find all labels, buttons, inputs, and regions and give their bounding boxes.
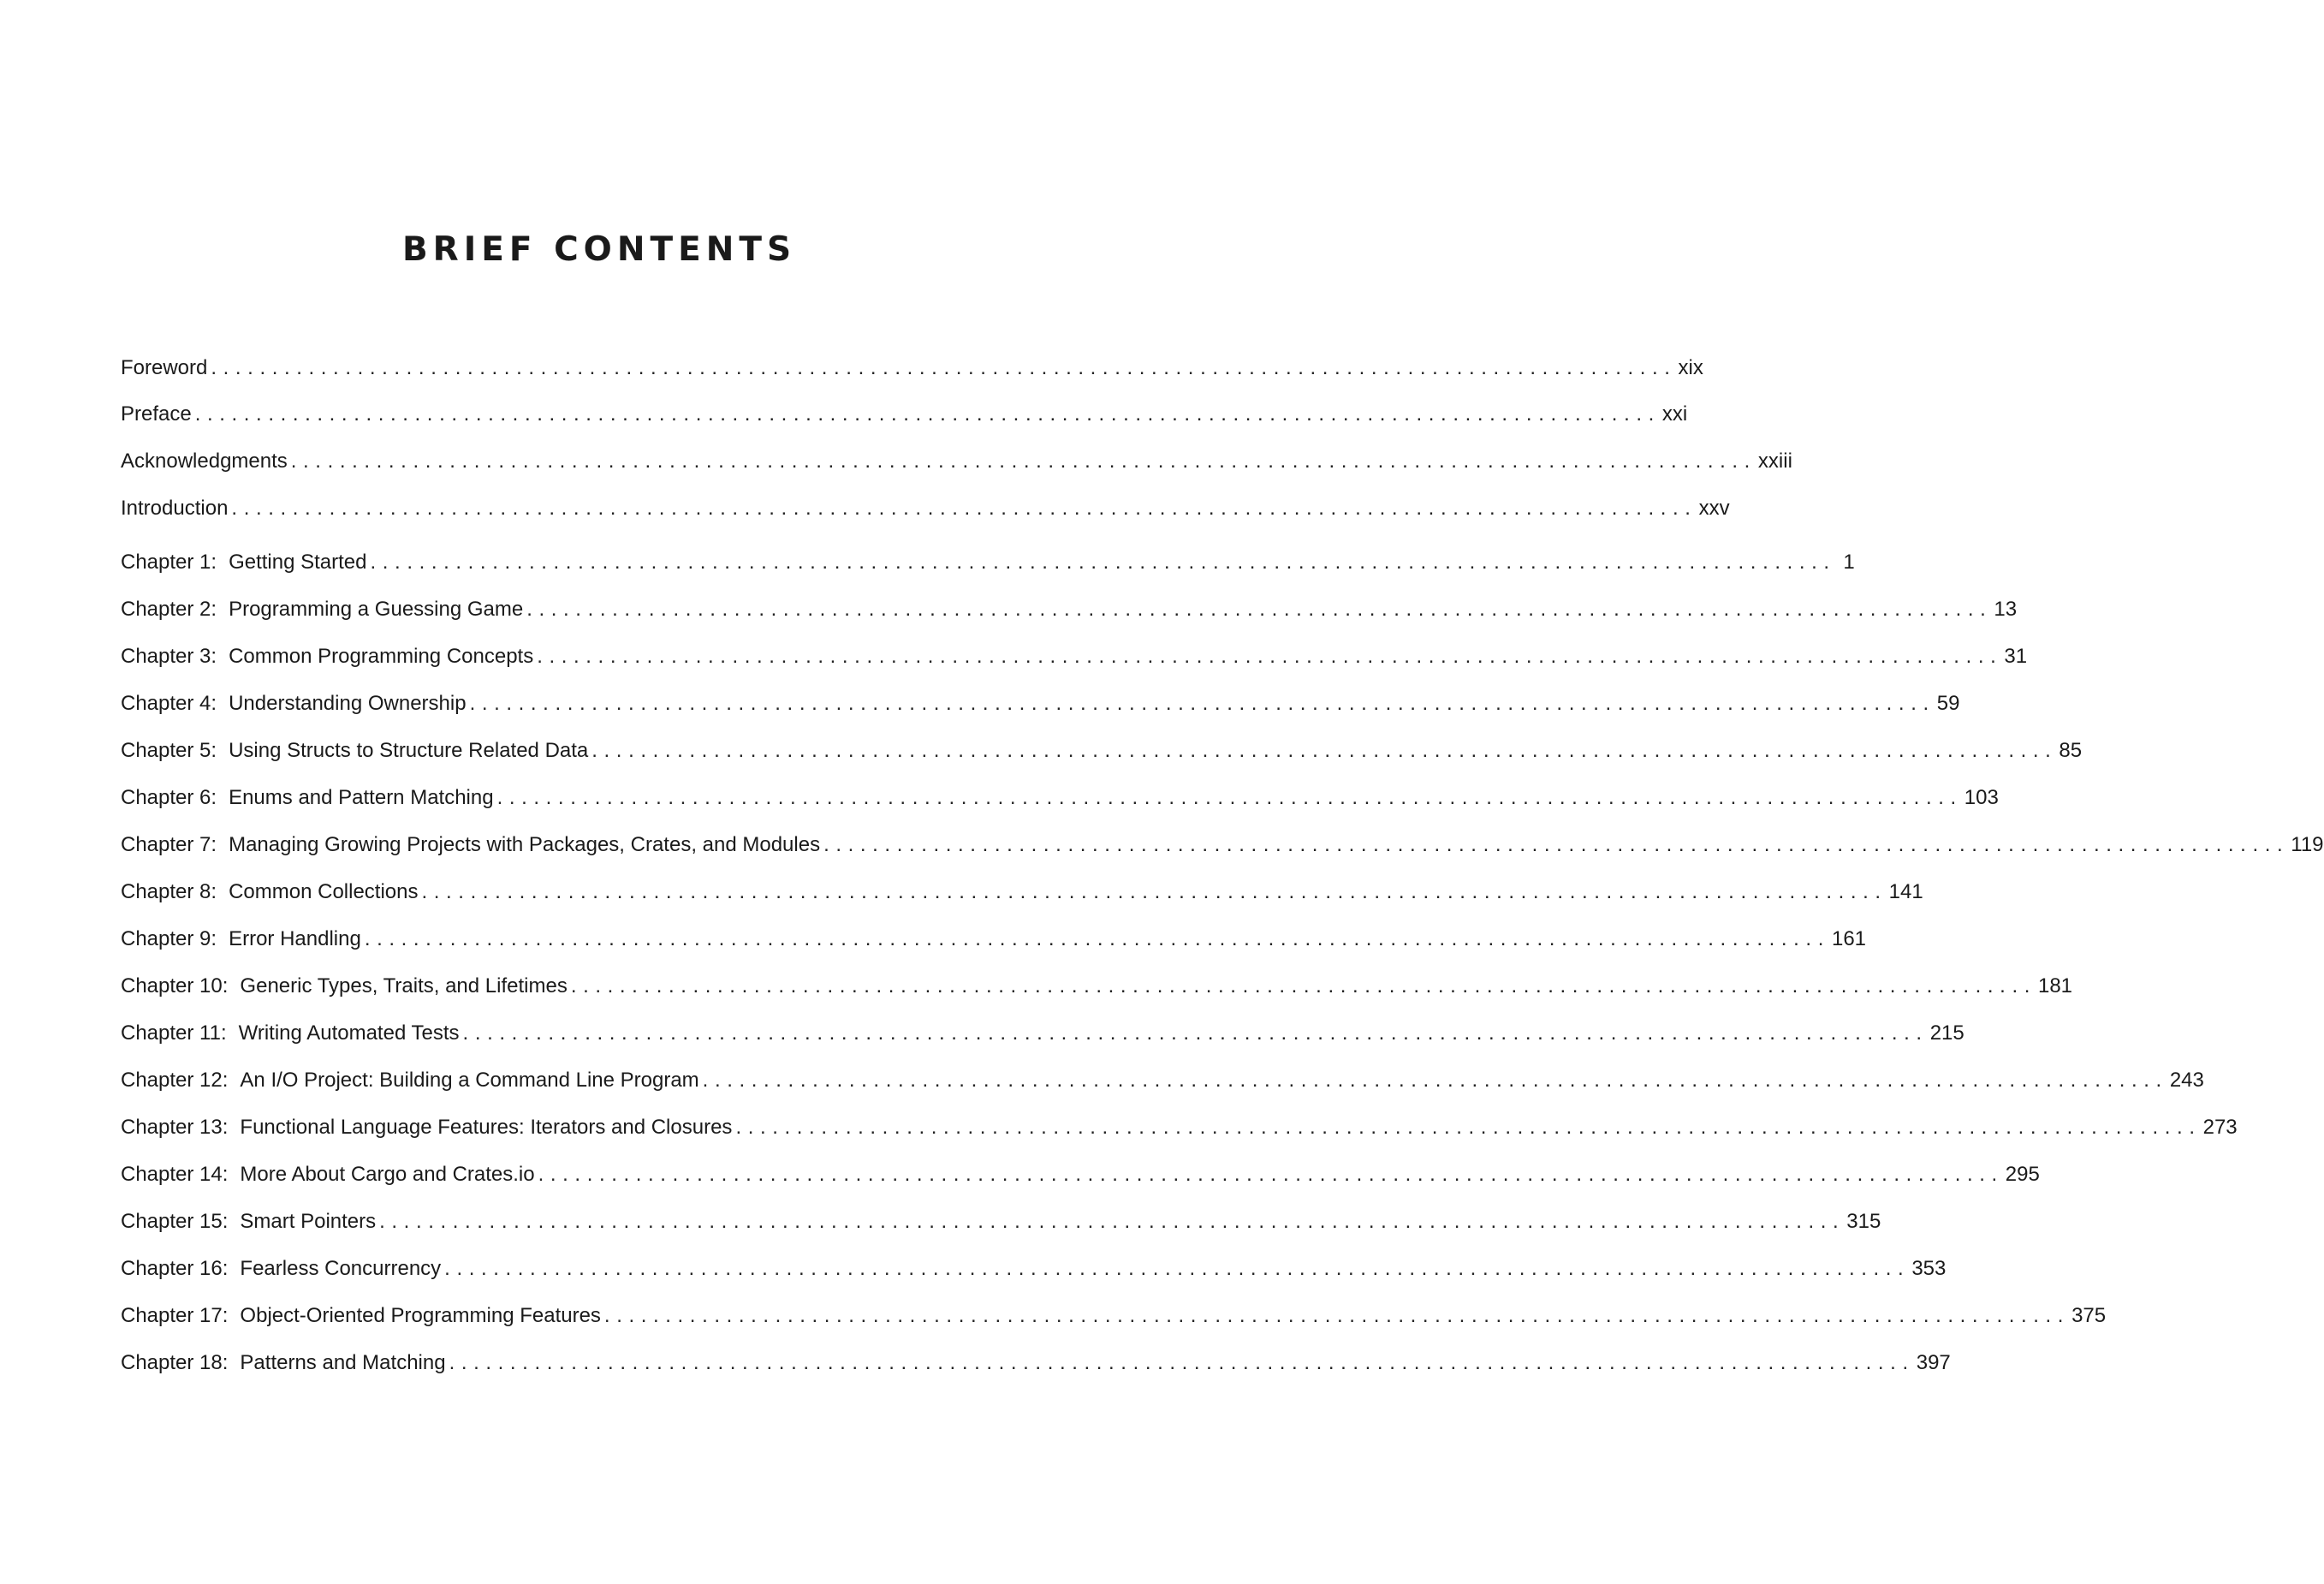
chapter-title: Error Handling	[229, 927, 361, 950]
toc-entry-chapter-8[interactable]	[121, 878, 1923, 907]
toc-entry-chapter-10[interactable]	[121, 972, 2073, 1001]
toc-entry-introduction[interactable]	[121, 494, 1730, 523]
chapter-number: Chapter 3:	[121, 645, 217, 668]
chapter-title: Writing Automated Tests	[238, 1021, 460, 1045]
chapter-number: Chapter 9:	[121, 927, 217, 950]
chapter-title: Functional Language Features: Iterators and Closures	[240, 1116, 733, 1139]
page-title: BRIEF CONTENTS	[401, 230, 797, 269]
dot-leader: ........................................................................................................................	[379, 1210, 1846, 1233]
chapter-title: Programming a Guessing Game	[229, 598, 524, 621]
toc-page-number: 397	[1916, 1351, 1951, 1374]
toc-page-number: 243	[2169, 1069, 2204, 1092]
toc-page-number: 31	[2004, 645, 2028, 668]
toc-entry-chapter-18[interactable]	[121, 1349, 1951, 1378]
toc-entry-label	[121, 1019, 460, 1048]
dot-leader: ........................................................................................................................	[211, 356, 1677, 379]
dot-leader: ........................................................................................................................	[449, 1351, 1915, 1374]
toc-entry-preface[interactable]	[121, 400, 1688, 429]
chapter-title: An I/O Project: Building a Command Line Program	[240, 1069, 699, 1092]
toc-entry-chapter-1[interactable]	[121, 548, 1855, 577]
chapter-title: Common Collections	[229, 880, 419, 903]
dot-leader: ........................................................................................................................	[444, 1257, 1911, 1280]
toc-page-number: xxiii	[1757, 450, 1792, 473]
chapter-title: Object-Oriented Programming Features	[240, 1304, 601, 1327]
chapter-number: Chapter 6:	[121, 786, 217, 809]
toc-page-number: 13	[1994, 598, 2018, 621]
toc-entry-foreword[interactable]	[121, 354, 1703, 383]
chapter-number: Chapter 11:	[121, 1021, 227, 1045]
toc-page-number: 161	[1831, 927, 1867, 950]
chapter-number: Chapter 5:	[121, 739, 217, 762]
dot-leader: ........................................................................................................................	[469, 692, 1935, 715]
chapter-number: Chapter 18:	[121, 1351, 229, 1374]
chapter-number: Chapter 8:	[121, 880, 217, 903]
toc-page-number: 103	[1964, 786, 1999, 809]
toc-page-number: 375	[2071, 1304, 2107, 1327]
toc-page-number: 119	[2291, 833, 2324, 856]
dot-leader: ........................................................................................................................	[603, 1304, 2071, 1327]
toc-entry-label	[121, 783, 494, 813]
dot-leader: ........................................................................................................................	[496, 786, 1963, 809]
toc-entry-acknowledgments[interactable]	[121, 447, 1792, 476]
toc-page-number: 1	[1843, 551, 1855, 574]
chapter-title: Smart Pointers	[240, 1210, 377, 1233]
toc-entry-chapter-11[interactable]	[121, 1019, 1964, 1048]
toc-entry-chapter-13[interactable]	[121, 1113, 2238, 1142]
toc-entry-chapter-16[interactable]	[121, 1254, 1947, 1283]
chapter-number: Chapter 10:	[121, 974, 229, 997]
dot-leader: ........................................................................................................................	[702, 1069, 2168, 1092]
toc-page-number: 181	[2037, 974, 2073, 997]
toc-page-number: 215	[1929, 1021, 1964, 1045]
toc-entry-label	[121, 878, 419, 907]
toc-entry-label	[121, 1301, 601, 1331]
chapter-title: Using Structs to Structure Related Data	[229, 739, 589, 762]
dot-leader: ........................................................................................................................	[735, 1116, 2202, 1139]
toc-entry-label	[121, 1207, 376, 1236]
dot-leader: ........................................................................................................................	[462, 1021, 1929, 1045]
toc-entry-label	[121, 1160, 535, 1189]
toc-entry-chapter-14[interactable]	[121, 1160, 2040, 1189]
toc-entry-label: Introduction	[121, 497, 229, 520]
toc-entry-label	[121, 1066, 699, 1095]
toc-entry-label	[121, 689, 467, 718]
toc-page-number: xxi	[1661, 402, 1688, 426]
toc-entry-label: Foreword	[121, 356, 208, 379]
dot-leader: ........................................................................................................................	[591, 739, 2058, 762]
toc-entry-chapter-3[interactable]	[121, 642, 2028, 671]
toc-page-number: 59	[1936, 692, 1960, 715]
toc-entry-chapter-5[interactable]	[121, 736, 2083, 765]
toc-page-number: xxv	[1698, 497, 1730, 520]
toc-entry-label	[121, 736, 588, 765]
chapter-title: Common Programming Concepts	[229, 645, 534, 668]
chapter-title: Generic Types, Traits, and Lifetimes	[240, 974, 568, 997]
chapter-title: More About Cargo and Crates.io	[240, 1163, 535, 1186]
toc-page-number: 141	[1888, 880, 1923, 903]
chapter-title: Fearless Concurrency	[240, 1257, 442, 1280]
chapter-number: Chapter 13:	[121, 1116, 229, 1139]
toc-entry-chapter-6[interactable]	[121, 783, 1999, 813]
toc-page-number: 273	[2202, 1116, 2238, 1139]
chapter-number: Chapter 16:	[121, 1257, 229, 1280]
dot-leader: ........................................................................................................................	[537, 645, 2003, 668]
dot-leader: ........................................................................................................................	[290, 450, 1756, 473]
chapter-title: Enums and Pattern Matching	[229, 786, 494, 809]
toc-entry-label	[121, 1349, 446, 1378]
chapter-number: Chapter 14:	[121, 1163, 229, 1186]
dot-leader: ........................................................................................................................	[194, 402, 1661, 426]
dot-leader: ........................................................................................................................	[526, 598, 1993, 621]
toc-entry-label	[121, 831, 820, 860]
chapter-title: Patterns and Matching	[240, 1351, 446, 1374]
chapter-number: Chapter 7:	[121, 833, 217, 856]
chapter-number: Chapter 15:	[121, 1210, 229, 1233]
toc-page-number: 353	[1911, 1257, 1947, 1280]
toc-page-number: 85	[2059, 739, 2083, 762]
dot-leader: ........................................................................................................................	[538, 1163, 2004, 1186]
chapter-number: Chapter 1:	[121, 551, 217, 574]
dot-leader: ........................................................................................................................	[570, 974, 2036, 997]
toc-entry-label: Acknowledgments	[121, 450, 288, 473]
chapter-title: Managing Growing Projects with Packages, Crates, and Modules	[229, 833, 821, 856]
toc-entry-chapter-4[interactable]	[121, 689, 1960, 718]
chapter-title: Understanding Ownership	[229, 692, 467, 715]
toc-entry-chapter-12[interactable]	[121, 1066, 2204, 1095]
dot-leader: ........................................................................................................................	[421, 880, 1887, 903]
toc-entry-label: Preface	[121, 402, 192, 426]
dot-leader: ........................................................................................................................	[823, 833, 2290, 856]
chapter-number: Chapter 4:	[121, 692, 217, 715]
toc-entry-label	[121, 972, 568, 1001]
toc-page-number: xix	[1678, 356, 1703, 379]
toc-entry-chapter-15[interactable]	[121, 1207, 1881, 1236]
dot-leader: ........................................................................................................................	[364, 927, 1830, 950]
dot-leader: ........................................................................................................................	[231, 497, 1697, 520]
toc-entry-label	[121, 642, 533, 671]
chapter-number: Chapter 2:	[121, 598, 217, 621]
chapter-number: Chapter 17:	[121, 1304, 229, 1327]
toc-entry-chapter-9[interactable]	[121, 925, 1867, 954]
toc-page-number: 295	[2005, 1163, 2040, 1186]
toc-entry-chapter-7[interactable]	[121, 831, 2324, 860]
chapter-number: Chapter 12:	[121, 1069, 229, 1092]
toc-page-number: 315	[1846, 1210, 1881, 1233]
toc-entry-label	[121, 548, 367, 577]
toc-entry-chapter-2[interactable]	[121, 595, 2018, 624]
toc-entry-label	[121, 1254, 441, 1283]
dot-leader: ........................................................................................................................	[370, 551, 1836, 574]
toc-entry-chapter-17[interactable]	[121, 1301, 2107, 1331]
toc-entry-label	[121, 1113, 732, 1142]
chapter-title: Getting Started	[229, 551, 367, 574]
toc-entry-label	[121, 595, 523, 624]
toc-entry-label	[121, 925, 361, 954]
